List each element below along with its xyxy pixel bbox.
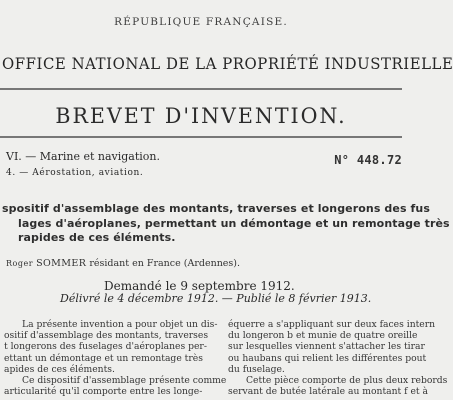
title-line: rapides de ces éléments. [18,231,176,244]
owner-name: SOMMER [36,258,87,269]
title-rule [0,136,402,138]
title-line: spositif d'assemblage des montants, traverses et longerons des fus [2,202,430,215]
application-date: Demandé le 9 septembre 1912. [104,279,295,293]
document-type-heading: BREVET D'INVENTION. [55,104,347,128]
invention-title [2,202,450,246]
body-line: ettant un démontage et un remontage très [4,352,203,364]
owner-prefix: Roger [6,259,34,268]
header-rule [0,88,402,90]
body-line: équerre a s'appliquant sur deux faces intern [228,319,436,330]
owner-line [6,258,240,269]
body-line: apides de ces éléments. [4,363,115,375]
title-line: lages d'aéroplanes, permettant un démontage et un remontage très [18,216,450,230]
body-line: servant de butée latérale au montant f et à [228,386,428,398]
body-line: du fuselage. [228,363,285,375]
body-line: ou haubans qui relient les différentes pout [228,352,427,364]
republic-heading: RÉPUBLIQUE FRANÇAISE. [114,16,288,28]
body-line: du longeron b et munie de quatre oreille [228,330,418,342]
body-left-column [4,319,227,398]
classification-group: VI. — Marine et navigation. [6,150,161,163]
patent-number: N° 448.72 [334,153,402,167]
body-right-column [228,319,448,398]
body-line: t longerons des fuselages d'aéroplanes per- [4,341,207,353]
owner-residence: résidant en France (Ardennes). [89,258,241,269]
body-line: Cette pièce comporte de plus deux rebords [246,375,448,387]
body-line: La présente invention a pour objet un dis- [22,319,218,330]
body-line: articularité qu'il comporte entre les longe- [4,386,203,398]
office-heading: OFFICE NATIONAL DE LA PROPRIÉTÉ INDUSTRIELLE [2,54,453,73]
classification-subgroup: 4. — Aérostation, aviation. [6,168,144,178]
body-line: Ce dispositif d'assemblage présente comme [22,375,227,387]
body-line: ositif d'assemblage des montants, traverses [4,330,209,342]
grant-publication-dates: Délivré le 4 décembre 1912. — Publié le 8 février 1913. [60,292,372,305]
body-line: sur lesquelles viennent s'attacher les tirar [228,341,425,353]
